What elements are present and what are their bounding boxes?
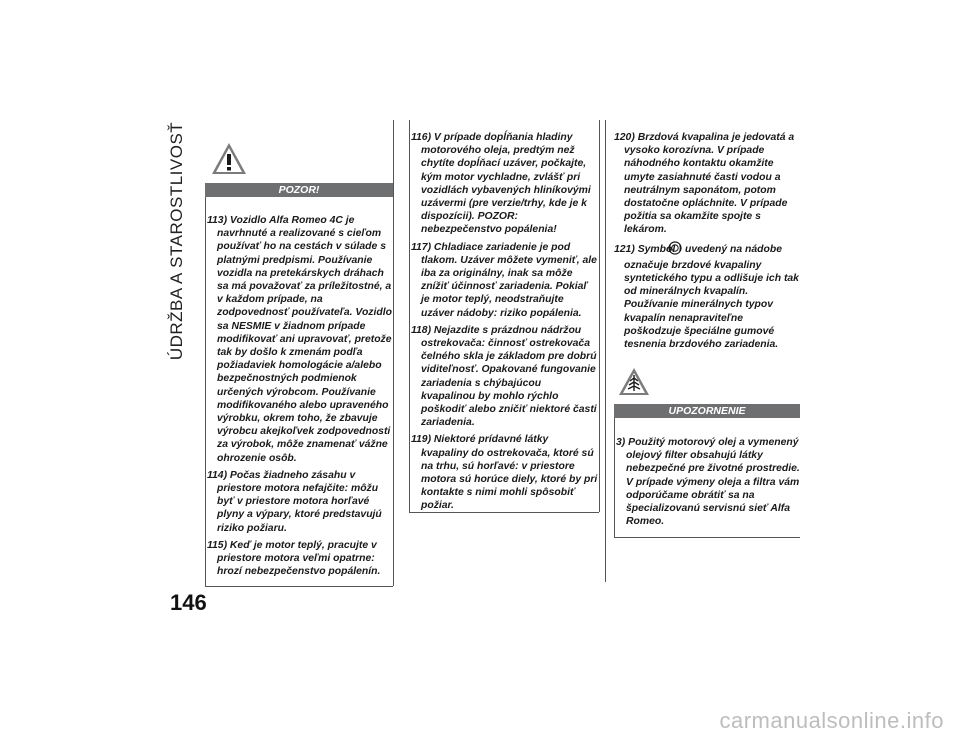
environment-tree-icon xyxy=(617,366,651,398)
warning-box-left-border xyxy=(205,183,206,586)
list-item: 119) Niektoré prídavné látky kvapaliny do ostrekovača, ktoré sú na trhu, sú horľavé: v priestore motora sú horúce diely, ktoré by pri kontakte s nimi mohli spôsobiť požiar. xyxy=(411,434,598,512)
list-item: 118) Nejazdite s prázdnou nádržou ostrekovača: činnosť ostrekovača čelného skla je základom pre dobrú viditeľnosť. Opakované fungovanie zariadenia s chýbajúcou kvapalinou by mohlo rýchlo poškodiť alebo zničiť niektoré časti zariadenia. xyxy=(411,324,597,429)
warning-box-col2-left-border xyxy=(409,120,410,512)
warning-box-bottom-border xyxy=(205,586,393,587)
notice-column xyxy=(616,436,800,532)
column-3-left-border xyxy=(605,120,606,582)
warning-box-right-border xyxy=(599,120,600,512)
chapter-title-text: ÚDRŽBA A STAROSTLIVOSŤ xyxy=(167,121,187,360)
warning-banner: POZOR! xyxy=(205,183,393,197)
list-item: 3) Použitý motorový olej a vymenený olejový filter obsahujú látky nebezpečné pre životné prostredie. V prípade výmeny oleja a filtra vám odporúčame obrátiť sa na špecializovanú servisnú sieť Alfa Romeo. xyxy=(616,437,800,528)
notice-box-left-border xyxy=(614,404,615,537)
list-item: 120) Brzdová kvapalina je jedovatá a vysoko korozívna. V prípade náhodného kontaktu okamžite umyte zasiahnuté časti vodou a neutrálnym saponátom, potom dostatočne opláchnite. V prípade požitia sa okamžite spojte s lekárom. xyxy=(614,132,795,236)
watermark-text: carmanualsonline.info xyxy=(719,708,944,733)
chapter-side-title xyxy=(163,121,191,360)
list-item: 116) V prípade dopĺňania hladiny motorového oleja, predtým než chytíte dopĺňací uzáver, počkajte, kým motor vychladne, zvlášť pri vozidlách vybavených hliníkovými uzávermi (pre verzie/trhy, kde je k dispozícii). POZOR: nebezpečenstvo popálenia! xyxy=(411,132,591,236)
list-item: 117) Chladiace zariadenie je pod tlakom. Uzáver môžete vymeniť, ale iba za originálny, inak sa môže znížiť účinnosť zariadenia. Pokiaľ je motor teplý, neodstraňujte uzáver nádoby: riziko popálenia. xyxy=(411,241,597,319)
list-item: 114) Počas žiadneho zásahu v priestore motora nefajčite: môžu byť v priestore motora horľavé plyny a výpary, ktoré predstavujú riziko požiaru. xyxy=(207,469,382,534)
list-item: 121) Symbol uvedený na nádobe označuje brzdové kvapaliny syntetického typu a odlišuje ich tak od minerálnych kvapalín. Používanie minerálnych typov kvapalín nenapraviteľne poškodzuje špeciálne gumové tesnenia brzdového zariadenia. xyxy=(614,241,800,352)
brake-fluid-symbol-icon xyxy=(678,241,682,259)
column-3 xyxy=(614,131,800,355)
page-number: 146 xyxy=(170,590,207,615)
warning-triangle-icon xyxy=(210,141,248,177)
warning-column-1 xyxy=(207,214,393,582)
warning-box-divider xyxy=(393,120,394,586)
notice-box-bottom-border xyxy=(614,537,800,538)
list-item: 113) Vozidlo Alfa Romeo 4C je navrhnuté a realizované s cieľom používať ho na cestách v súlade s platnými predpismi. Používanie vozidla na pretekárskych dráhach sa má považovať za príležitostné, a v každom prípade, na zodpovednosť používateľa. Vozidlo sa NESMIE v žiadnom prípade modifikovať ani upravovať, pretože tak by došlo k zmenám podľa požiadaviek homologácie a/alebo bezpečnostných podmienok určených výrobcom. Používanie modifikovaného alebo upraveného výrobku, okrem toho, že zbavuje výrobcu akejkoľvek zodpovednosti za výrobok, môže znamenať vážne ohrozenie osôb. xyxy=(207,215,392,464)
warning-column-2 xyxy=(411,131,598,517)
notice-banner: UPOZORNENIE xyxy=(614,404,800,418)
list-item: 115) Keď je motor teplý, pracujte v priestore motora veľmi opatrne: hrozí nebezpečenstvo popálenín. xyxy=(207,539,381,578)
